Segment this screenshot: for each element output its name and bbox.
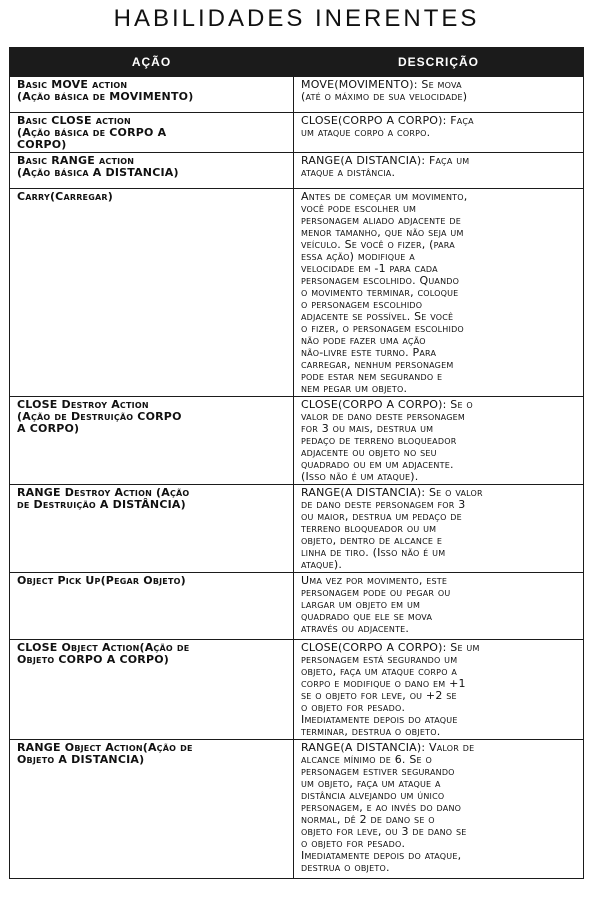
description-text-line: o objeto for pesado. xyxy=(301,701,406,714)
description-cell xyxy=(294,153,584,189)
description-cell xyxy=(294,397,584,485)
table-row xyxy=(10,740,584,879)
description-text-line: de dano deste personagem for 3 xyxy=(301,498,466,511)
action-text-line: (Ação básica de CORPO A xyxy=(17,126,167,139)
description-text-line: pode estar nem segurando e xyxy=(301,370,443,383)
table-row xyxy=(10,485,584,573)
description-text-line: pedaço de terreno bloqueador xyxy=(301,434,457,447)
description-text-line: quadrado que ele se mova xyxy=(301,610,433,623)
page-title: HABILIDADES INERENTES xyxy=(113,5,480,32)
action-text-line: (Ação básica A DISTANCIA) xyxy=(17,166,179,179)
description-text-line: adjacente ou objeto no seu xyxy=(301,446,437,459)
description-text-line: objeto, faça um ataque corpo a xyxy=(301,665,458,678)
description-text-line: valor de dano deste personagem xyxy=(301,410,465,423)
description-text-line: Imediatamente depois do ataque, xyxy=(301,849,462,862)
action-text-line: A CORPO) xyxy=(17,422,80,435)
column-header-description: DESCRIÇÃO xyxy=(294,48,584,77)
action-cell xyxy=(10,153,294,189)
description-cell xyxy=(294,77,584,113)
description-text-line: menor tamanho, que não seja um xyxy=(301,226,464,239)
description-text-line: CLOSE(CORPO A CORPO): Se um xyxy=(301,641,480,654)
description-text-line: você pode escolher um xyxy=(301,202,417,215)
action-text-line: de Destruição A DISTÂNCIA) xyxy=(17,498,186,511)
description-text-line: quadrado ou em um adjacente. xyxy=(301,458,454,471)
action-cell xyxy=(10,113,294,153)
description-text-line: ou maior, destrua um pedaço de xyxy=(301,510,462,523)
action-cell xyxy=(10,740,294,879)
table-header-row xyxy=(10,48,584,77)
description-text-line: (Isso não é um ataque). xyxy=(301,470,419,483)
description-text-line: personagem, e ao invés do dano xyxy=(301,801,462,814)
action-text-line: CLOSE Object Action(Ação de xyxy=(17,641,190,654)
description-text-line: essa ação) modifique a xyxy=(301,250,415,263)
description-text-line: corpo e modifique o dano em +1 xyxy=(301,677,466,690)
table-row xyxy=(10,77,584,113)
description-text-line: destrua o objeto. xyxy=(301,861,390,874)
action-text-line: Objeto CORPO A CORPO) xyxy=(17,653,169,666)
action-cell xyxy=(10,640,294,740)
action-text-line: CORPO) xyxy=(17,138,67,151)
description-text-line: MOVE(MOVIMENTO): Se mova xyxy=(301,78,462,91)
description-text-line: CLOSE(CORPO A CORPO): Faça xyxy=(301,114,474,127)
description-text-line: nem pegar um objeto. xyxy=(301,382,408,395)
description-text-line: objeto for leve, ou 3 de dano se xyxy=(301,825,467,838)
table-row xyxy=(10,640,584,740)
description-text-line: personagem estiver segurando xyxy=(301,765,455,778)
description-text-line: linha de tiro. (Isso não é um xyxy=(301,546,446,559)
description-text-line: adjacente se possível. Se você xyxy=(301,310,454,323)
description-text-line: velocidade em -1 para cada xyxy=(301,262,438,275)
action-text-line: Carry(Carregar) xyxy=(17,190,113,203)
action-text-line: CLOSE Destroy Action xyxy=(17,398,149,411)
action-cell xyxy=(10,573,294,640)
description-text-line: Imediatamente depois do ataque xyxy=(301,713,458,726)
description-text-line: um objeto, faça um ataque a xyxy=(301,777,441,790)
description-text-line: o movimento terminar, coloque xyxy=(301,286,459,299)
description-text-line: RANGE(A DISTANCIA): Valor de xyxy=(301,741,475,754)
action-text-line: Basic MOVE action xyxy=(17,78,128,91)
description-text-line: objeto, dentro de alcance e xyxy=(301,534,443,547)
action-cell xyxy=(10,189,294,397)
description-text-line: terminar, destrua o objeto. xyxy=(301,725,441,738)
action-text-line: Objeto A DISTANCIA) xyxy=(17,753,145,766)
action-text-line: (Ação de Destruição CORPO xyxy=(17,410,182,423)
column-header-action: AÇÃO xyxy=(10,48,294,77)
description-cell xyxy=(294,740,584,879)
description-text-line: não-livre este turno. Para xyxy=(301,346,437,359)
description-cell xyxy=(294,573,584,640)
table-body xyxy=(10,77,584,879)
description-text-line: (até o máximo de sua velocidade) xyxy=(301,90,468,103)
action-cell xyxy=(10,397,294,485)
action-text-line: Basic RANGE action xyxy=(17,154,135,167)
description-text-line: RANGE(A DISTANCIA): Se o valor xyxy=(301,486,483,499)
description-cell xyxy=(294,485,584,573)
description-text-line: se o objeto for leve, ou +2 se xyxy=(301,689,457,702)
description-text-line: personagem pode ou pegar ou xyxy=(301,586,451,599)
action-text-line: Basic CLOSE action xyxy=(17,114,131,127)
description-text-line: for 3 ou mais, destrua um xyxy=(301,422,434,435)
table-row xyxy=(10,189,584,397)
description-text-line: ataque a distância. xyxy=(301,166,396,179)
description-text-line: carregar, nenhum personagem xyxy=(301,358,454,371)
description-cell xyxy=(294,189,584,397)
description-cell xyxy=(294,113,584,153)
action-text-line: (Ação básica de MOVIMENTO) xyxy=(17,90,194,103)
description-text-line: veículo. Se você o fizer, (para xyxy=(301,238,455,251)
action-text-line: RANGE Destroy Action (Ação xyxy=(17,486,190,499)
description-text-line: personagem aliado adjacente de xyxy=(301,214,461,227)
description-text-line: CLOSE(CORPO A CORPO): Se o xyxy=(301,398,473,411)
table-row xyxy=(10,397,584,485)
description-text-line: distância alvejando um único xyxy=(301,789,445,802)
description-text-line: Antes de começar um movimento, xyxy=(301,190,468,203)
description-text-line: Uma vez por movimento, este xyxy=(301,574,448,587)
description-text-line: RANGE(A DISTANCIA): Faça um xyxy=(301,154,470,167)
description-text-line: alcance mínimo de 6. Se o xyxy=(301,753,432,766)
description-text-line: personagem escolhido. Quando xyxy=(301,274,460,287)
description-text-line: ataque). xyxy=(301,558,343,571)
table-row xyxy=(10,573,584,640)
description-text-line: largar um objeto em um xyxy=(301,598,421,611)
abilities-table xyxy=(9,47,584,879)
description-text-line: o objeto for pesado. xyxy=(301,837,406,850)
action-text-line: Object Pick Up(Pegar Objeto) xyxy=(17,574,186,587)
table-row xyxy=(10,153,584,189)
description-text-line: através ou adjacente. xyxy=(301,622,410,635)
action-text-line: RANGE Object Action(Ação de xyxy=(17,741,193,754)
action-cell xyxy=(10,77,294,113)
description-text-line: não pode fazer uma ação xyxy=(301,334,426,347)
action-cell xyxy=(10,485,294,573)
description-cell xyxy=(294,640,584,740)
table-row xyxy=(10,113,584,153)
description-text-line: um ataque corpo a corpo. xyxy=(301,126,431,139)
description-text-line: normal, dê 2 de dano se o xyxy=(301,813,435,826)
description-text-line: o fizer, o personagem escolhido xyxy=(301,322,464,335)
description-text-line: o personagem escolhido xyxy=(301,298,423,311)
description-text-line: personagem está segurando um xyxy=(301,653,458,666)
description-text-line: terreno bloqueador ou um xyxy=(301,522,437,535)
